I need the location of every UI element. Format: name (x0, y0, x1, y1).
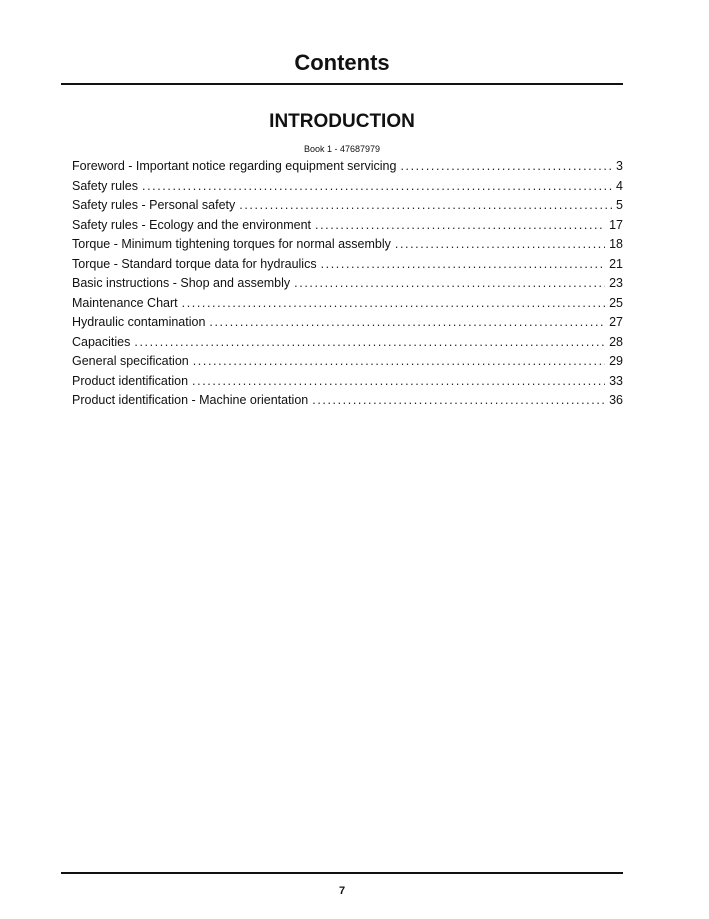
toc-entry-title: General specification (72, 354, 189, 368)
toc-entry-page: 21 (609, 256, 623, 271)
toc-dot-leader (182, 294, 605, 314)
toc-entry-page: 18 (609, 237, 623, 251)
toc-entry-page: 5 (616, 198, 623, 212)
toc-dot-leader (239, 196, 612, 216)
toc-entry[interactable] (72, 235, 623, 255)
toc-entry-page: 25 (609, 295, 623, 310)
toc-dot-leader (142, 177, 612, 197)
toc-entry-title: Product identification (72, 373, 189, 388)
toc-entry-page: 17 (609, 217, 623, 232)
toc-entry-title: Foreword - Important notice regarding equipment servicing (72, 159, 397, 173)
toc-entry-page: 29 (609, 354, 623, 368)
toc-dot-leader (312, 391, 605, 411)
toc-entry[interactable] (72, 196, 623, 216)
toc-dot-leader (321, 255, 606, 275)
toc-entry[interactable] (72, 216, 623, 236)
toc-entry-title: Maintenance Chart (72, 295, 178, 310)
toc-entry-page: 27 (609, 315, 623, 329)
toc-dot-leader (294, 274, 605, 294)
toc-entry[interactable] (72, 313, 623, 333)
toc-entry-title: Capacities (72, 334, 131, 349)
toc-entry[interactable] (72, 352, 623, 372)
toc-entry[interactable] (72, 274, 623, 294)
toc-entry[interactable] (72, 177, 623, 197)
toc-dot-leader (192, 372, 605, 392)
toc-dot-leader (395, 235, 605, 255)
toc-entry[interactable] (72, 333, 623, 353)
page-number: 7 (338, 885, 346, 897)
toc-entry-title: Product identification - Machine orientation (72, 393, 309, 407)
section-title: INTRODUCTION (269, 111, 415, 132)
toc-entry[interactable] (72, 372, 623, 392)
footer-divider (61, 872, 623, 874)
toc-entry-page: 28 (609, 334, 623, 349)
table-of-contents (72, 157, 623, 411)
toc-entry[interactable] (72, 157, 623, 177)
toc-entry-page: 36 (609, 393, 623, 407)
toc-dot-leader (209, 313, 605, 333)
book-reference: Book 1 - 47687979 (303, 144, 381, 154)
toc-entry[interactable] (72, 391, 623, 411)
toc-dot-leader (315, 216, 605, 236)
toc-entry-page: 3 (616, 159, 623, 173)
toc-entry-title: Safety rules (72, 178, 139, 193)
toc-dot-leader (134, 333, 605, 353)
toc-entry[interactable] (72, 294, 623, 314)
toc-entry-title: Basic instructions - Shop and assembly (72, 276, 291, 290)
header-divider (61, 83, 623, 85)
toc-entry-title: Torque - Standard torque data for hydraulics (72, 256, 317, 271)
page-title: Contents (294, 50, 390, 75)
toc-entry-title: Safety rules - Personal safety (72, 198, 236, 212)
toc-dot-leader (193, 352, 605, 372)
toc-entry-title: Hydraulic contamination (72, 315, 206, 329)
toc-dot-leader (400, 157, 612, 177)
toc-entry-page: 33 (609, 373, 623, 388)
toc-entry[interactable] (72, 255, 623, 275)
toc-entry-page: 23 (609, 276, 623, 290)
toc-entry-title: Torque - Minimum tightening torques for normal assembly (72, 237, 391, 251)
toc-entry-title: Safety rules - Ecology and the environment (72, 217, 312, 232)
toc-entry-page: 4 (616, 178, 623, 193)
